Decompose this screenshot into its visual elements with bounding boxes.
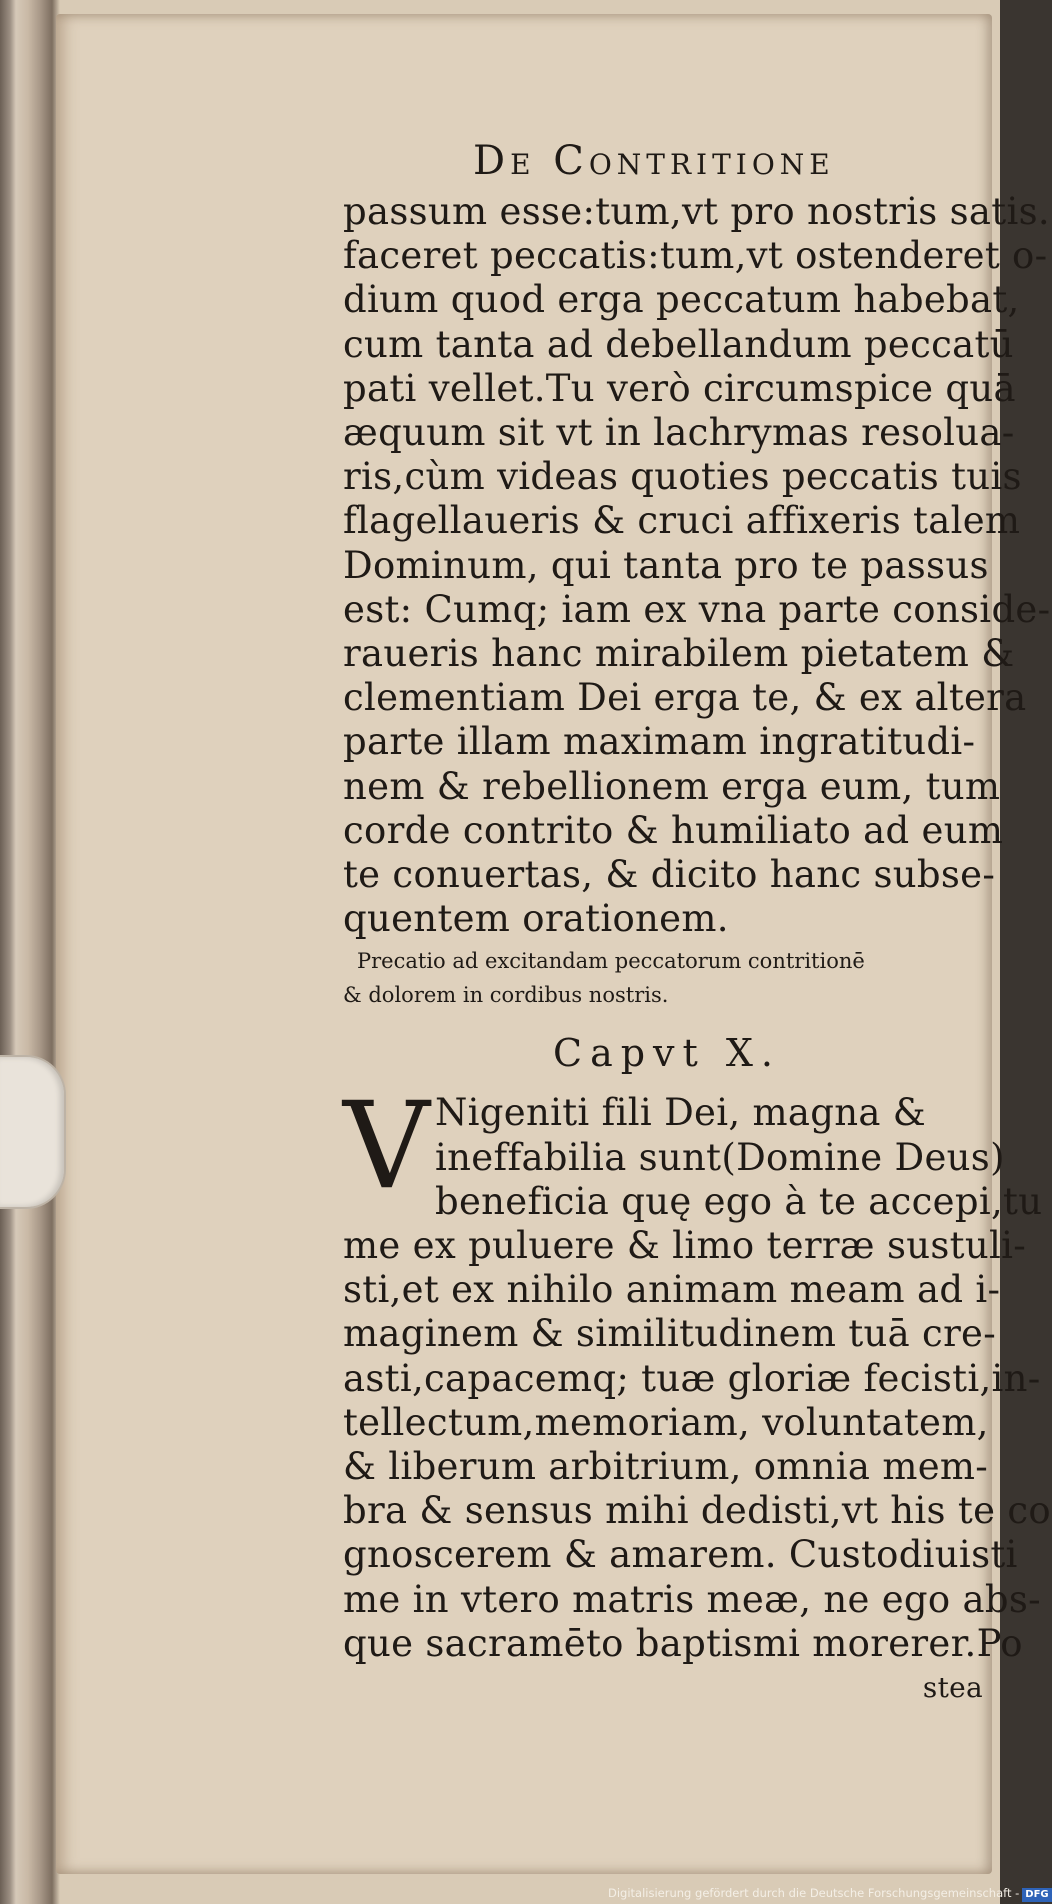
text-line: raueris hanc mirabilem pietatem & xyxy=(343,632,1015,676)
page-clasp xyxy=(0,1055,66,1209)
text-line: dium quod erga peccatum habebat, xyxy=(343,278,1020,322)
chapter-opening xyxy=(343,1077,1043,1224)
text-line: æquum sit vt in lachrymas resolua- xyxy=(343,411,1015,455)
credit-text: Digitalisierung gefördert durch die Deutsche Forschungsgemeinschaft - xyxy=(608,1886,1020,1900)
text-line: tellectum,memoriam, voluntatem, xyxy=(343,1400,989,1444)
text-line: clementiam Dei erga te, & ex altera xyxy=(343,676,1027,720)
running-head: De Contritione xyxy=(473,138,835,184)
text-line: Nigeniti fili Dei, magna & xyxy=(435,1091,927,1135)
text-line: quentem orationem. xyxy=(343,897,729,941)
text-line: asti,capacemq; tuæ gloriæ fecisti,in- xyxy=(343,1356,1041,1400)
chapter-heading: Capvt X. xyxy=(553,1031,782,1076)
text-line: Dominum, qui tanta pro te passus xyxy=(343,543,989,587)
text-line: cum tanta ad debellandum peccatū xyxy=(343,322,1014,366)
digitization-credit xyxy=(608,1882,1049,1904)
text-line: flagellaueris & cruci affixeris talem xyxy=(343,499,1021,543)
text-line: passum esse:tum,vt pro nostris satis. xyxy=(343,190,1050,233)
text-line: me in vtero matris meæ, ne ego abs- xyxy=(343,1577,1041,1621)
text-line: & liberum arbitrium, omnia mem- xyxy=(343,1445,989,1489)
text-line: beneficia quę ego à te accepi,tu xyxy=(435,1179,1043,1223)
text-line: maginem & similitudinem tuā cre- xyxy=(343,1312,997,1356)
dfg-logo: DFG xyxy=(1022,1888,1051,1902)
text-line: ris,cùm videas quoties peccatis tuis xyxy=(343,455,1022,499)
text-line: pati vellet.Tu verò circumspice quā xyxy=(343,366,1016,410)
prayer-title-line: & dolorem in cordibus nostris. xyxy=(343,983,669,1008)
text-line: gnoscerem & amarem. Custodiuisti xyxy=(343,1533,1018,1577)
text-line: est: Cumq; iam ex vna parte conside- xyxy=(343,587,1051,631)
text-line: nem & rebellionem erga eum, tum xyxy=(343,764,1001,808)
drop-cap: V xyxy=(343,1077,430,1217)
text-line: te conuertas, & dicito hanc subse- xyxy=(343,853,996,897)
text-line: faceret peccatis:tum,vt ostenderet o- xyxy=(343,234,1048,278)
body-bottom xyxy=(343,1224,1051,1710)
prayer-title-line: Precatio ad excitandam peccatorum contritionē xyxy=(357,949,865,974)
text-line: ineffabilia sunt(Domine Deus) xyxy=(435,1135,1005,1179)
text-line: corde contrito & humiliato ad eum xyxy=(343,808,1004,852)
catchword: stea xyxy=(922,1671,983,1705)
text-line: parte illam maximam ingratitudi- xyxy=(343,720,976,764)
text-line: que sacramēto baptismi morerer.Po xyxy=(343,1621,1023,1665)
text-line: me ex puluere & limo terræ sustuli- xyxy=(343,1224,1027,1268)
text-line: sti,et ex nihilo animam meam ad i- xyxy=(343,1268,1001,1312)
body-top xyxy=(343,190,1051,941)
text-line: bra & sensus mihi dedisti,vt his te co xyxy=(343,1489,1051,1533)
page-text xyxy=(343,138,1051,1710)
